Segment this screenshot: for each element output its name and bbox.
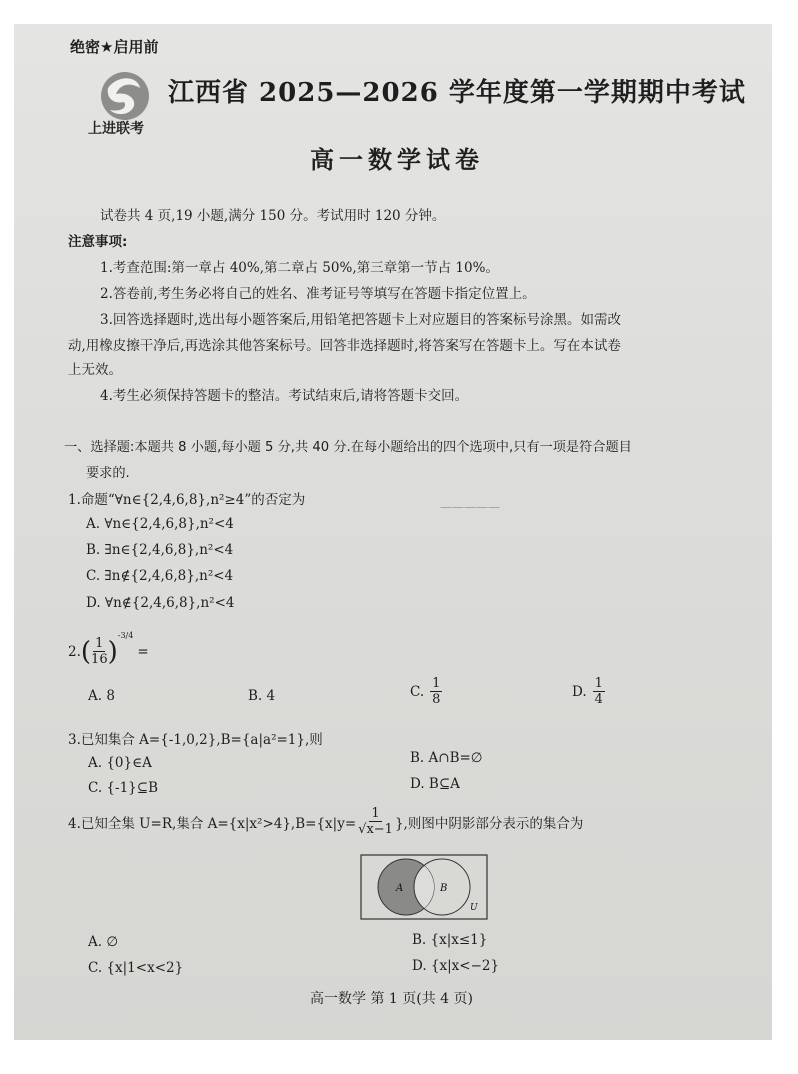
notice-item-2: 2.答卷前,考生务必将自己的姓名、准考证号等填写在答题卡指定位置上。 [100, 286, 536, 302]
q2-option-d-numerator: 1 [594, 676, 603, 691]
q4-fraction-denominator: √x−1 [358, 822, 393, 837]
secret-label: 绝密★启用前 [70, 38, 159, 56]
q2-option-d-label: D. [572, 683, 587, 700]
q2-option-c-label: C. [410, 683, 425, 700]
q4-stem-part-b: },则图中阴影部分表示的集合为 [394, 815, 584, 832]
q2-option-d-denominator: 4 [594, 692, 603, 707]
notice-heading: 注意事项: [68, 234, 128, 250]
q4-option-d: D. {x|x<−2} [412, 958, 500, 974]
q4-option-b: B. {x|x≤1} [412, 932, 488, 948]
q3-stem: 3.已知集合 A={-1,0,2},B={a|a²=1},则 [68, 732, 323, 748]
page-footer: 高一数学 第 1 页(共 4 页) [310, 991, 473, 1007]
publisher-logo-text: 上进联考 [88, 121, 144, 137]
q1-option-c: C. ∃n∉{2,4,6,8},n²<4 [86, 568, 234, 584]
section-1-heading-cont: 要求的. [86, 466, 130, 481]
q2-option-c [410, 676, 442, 707]
notice-item-3-end: 上无效。 [68, 362, 122, 378]
q2-option-b: B. 4 [248, 688, 276, 704]
q3-option-d: D. B⊆A [410, 776, 460, 792]
q1-stem: 1.命题“∀n∈{2,4,6,8},n²≥4”的否定为 [68, 492, 306, 508]
q2-base-numerator: 1 [95, 636, 104, 651]
venn-diagram [360, 854, 488, 920]
q2-equals: = [137, 643, 149, 660]
q2-stem [68, 631, 149, 667]
q1-option-b: B. ∃n∈{2,4,6,8},n²<4 [86, 542, 234, 558]
q2-left-paren: ( [80, 636, 92, 667]
q4-fraction-numerator: 1 [371, 806, 380, 821]
notice-item-3: 3.回答选择题时,选出每小题答案后,用铅笔把答题卡上对应题目的答案标号涂黑。如需改 [100, 312, 621, 328]
q2-option-c-denominator: 8 [432, 692, 441, 707]
section-1-heading: 一、选择题:本题共 8 小题,每小题 5 分,共 40 分.在每小题给出的四个选项中,只有一项是符合题目 [64, 440, 632, 455]
notice-item-3-cont: 动,用橡皮擦干净后,再选涂其他答案标号。回答非选择题时,将答案写在答题卡上。写在本试卷 [68, 338, 621, 354]
q1-option-a: A. ∀n∈{2,4,6,8},n²<4 [86, 516, 234, 532]
q3-option-b: B. A∩B=∅ [410, 750, 483, 766]
q2-base-denominator: 16 [91, 652, 108, 667]
q2-number: 2. [68, 643, 81, 660]
venn-label-b: B [440, 883, 448, 894]
q2-option-d-fraction [593, 676, 605, 707]
bleed-through-text: ————— [440, 500, 500, 514]
q4-option-a: A. ∅ [88, 934, 119, 950]
q3-option-a: A. {0}∈A [88, 755, 152, 771]
q2-option-c-fraction [430, 676, 442, 707]
q2-option-c-numerator: 1 [432, 676, 441, 691]
exam-subtitle: 高一数学试卷 [310, 145, 484, 174]
q4-stem-part-a: 4.已知全集 U=R,集合 A={x|x²>4},B={x|y= [68, 815, 357, 832]
venn-label-u: U [470, 903, 478, 913]
q4-option-c: C. {x|1<x<2} [88, 960, 184, 976]
venn-label-a: A [396, 883, 404, 894]
q3-option-c: C. {-1}⊆B [88, 780, 158, 796]
q4-stem [68, 806, 583, 837]
notice-item-4: 4.考生必须保持答题卡的整洁。考试结束后,请将答题卡交回。 [100, 388, 469, 404]
q2-option-d [572, 676, 605, 707]
q2-right-paren: ) [107, 636, 118, 667]
q2-option-a: A. 8 [88, 688, 115, 704]
notice-item-1: 1.考查范围:第一章占 40%,第二章占 50%,第三章第一节占 10%。 [100, 260, 499, 276]
q4-fraction [358, 806, 393, 837]
q2-base-fraction [91, 636, 108, 667]
q1-option-d: D. ∀n∉{2,4,6,8},n²<4 [86, 595, 235, 611]
exam-info: 试卷共 4 页,19 小题,满分 150 分。考试用时 120 分钟。 [100, 208, 446, 224]
exam-title: 江西省 2025—2026 学年度第一学期期中考试 [168, 78, 746, 108]
q2-exponent: -3/4 [117, 631, 134, 640]
